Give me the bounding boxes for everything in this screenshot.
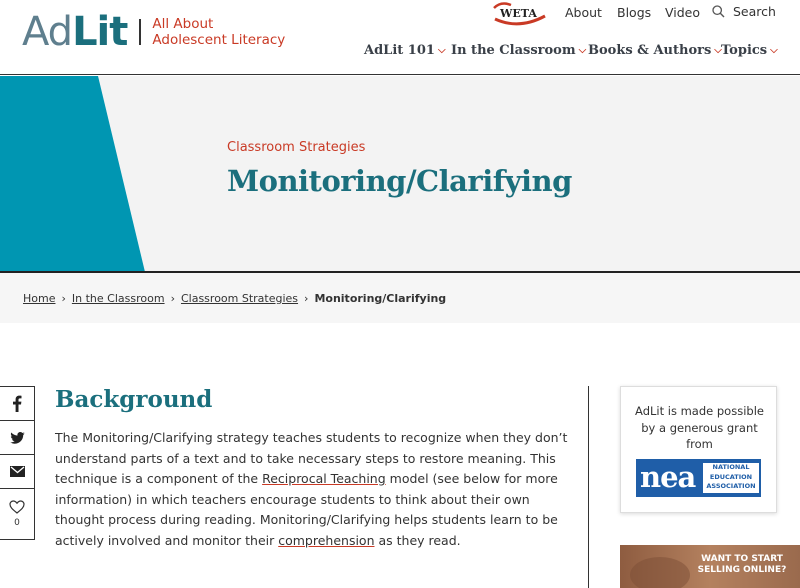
like-count: 0 [14, 518, 20, 528]
adlit-logo[interactable] [22, 9, 286, 55]
ad-line: WANT TO START [701, 554, 783, 564]
chevron-down-icon: ⌵ [714, 45, 722, 56]
email-share-button[interactable] [0, 455, 34, 489]
logo-wordmark [22, 9, 128, 55]
nea-line: NATIONAL [712, 463, 750, 471]
blogs-link[interactable]: Blogs [617, 5, 652, 20]
search-label: Search [733, 4, 776, 19]
share-rail [0, 386, 35, 540]
search-icon [712, 5, 725, 18]
logo-tagline [152, 16, 285, 48]
chevron-right-icon: › [170, 292, 175, 305]
breadcrumb-strategies-link[interactable]: Classroom Strategies [180, 292, 299, 305]
facebook-icon [12, 395, 22, 412]
email-icon [10, 466, 25, 477]
paragraph-text: The Monitoring/Clarifying strategy teaches students to recognize when they don’t understand parts of a text and to take necessary steps to restore meaning. This technique is a component of the [55, 430, 568, 486]
ad-line: SELLING ONLINE? [697, 565, 787, 575]
nea-wordmark: nea [640, 460, 696, 494]
facebook-share-button[interactable] [0, 387, 34, 421]
ad-copy [684, 554, 800, 576]
chevron-right-icon: › [304, 292, 309, 305]
nav-item-topics[interactable] [721, 43, 778, 58]
nea-fullname [703, 463, 759, 493]
nav-label: Books & Authors [588, 43, 712, 58]
like-button[interactable] [0, 489, 34, 539]
twitter-icon [10, 432, 25, 444]
comprehension-link[interactable]: comprehension [278, 532, 375, 548]
chevron-right-icon: › [61, 292, 66, 305]
section-heading-background: Background [55, 386, 213, 413]
page-hero [0, 76, 800, 272]
advertisement-banner[interactable] [620, 545, 800, 588]
nav-item-adlit101[interactable] [364, 43, 446, 58]
nav-item-books-authors[interactable] [588, 43, 722, 58]
breadcrumb-classroom-link[interactable]: In the Classroom [71, 292, 165, 305]
breadcrumb-home-link[interactable]: Home [23, 292, 56, 305]
sponsor-line: from [686, 437, 713, 451]
twitter-share-button[interactable] [0, 421, 34, 455]
chevron-down-icon: ⌵ [770, 45, 778, 56]
heart-icon [9, 500, 25, 514]
article-paragraph [55, 428, 575, 551]
nav-label: Topics [721, 43, 768, 58]
paragraph-text: model (see below for more information) in which teachers encourage students to think about their own thought process during reading. Monitoring/Clarifying helps students learn to be actively involved and monitor their [55, 471, 558, 548]
video-link[interactable]: Video [665, 5, 701, 20]
nav-label: In the Classroom [451, 43, 576, 58]
column-divider [588, 386, 589, 588]
nav-label: AdLit 101 [364, 43, 435, 58]
logo-lit: Lit [72, 9, 128, 55]
nea-line: ASSOCIATION [706, 482, 756, 490]
logo-tagline-line2: Adolescent Literacy [152, 32, 286, 48]
page-title: Monitoring/Clarifying [227, 164, 572, 198]
logo-divider [139, 19, 141, 45]
page-category[interactable]: Classroom Strategies [227, 140, 366, 155]
breadcrumb-current: Monitoring/Clarifying [314, 292, 447, 305]
logo-tagline-line1: All About [152, 16, 214, 32]
weta-logo[interactable] [491, 2, 547, 26]
nav-item-in-the-classroom[interactable] [451, 43, 586, 58]
sponsor-card [620, 386, 777, 513]
paragraph-text: as they read. [374, 532, 461, 548]
site-header [0, 0, 800, 75]
search-button[interactable] [712, 4, 776, 19]
reciprocal-teaching-link[interactable]: Reciprocal Teaching [262, 471, 386, 486]
logo-ad: Ad [22, 9, 73, 55]
chevron-down-icon: ⌵ [437, 45, 446, 56]
breadcrumb [23, 292, 446, 305]
chevron-down-icon: ⌵ [578, 45, 587, 56]
sponsor-line: AdLit is made possible [635, 404, 764, 418]
sponsor-text [621, 403, 778, 453]
nea-line: EDUCATION [709, 472, 753, 481]
nea-logo[interactable] [636, 459, 761, 497]
weta-label: WETA [500, 7, 537, 20]
about-link[interactable]: About [565, 5, 602, 20]
sponsor-line: by a generous grant [641, 420, 758, 435]
